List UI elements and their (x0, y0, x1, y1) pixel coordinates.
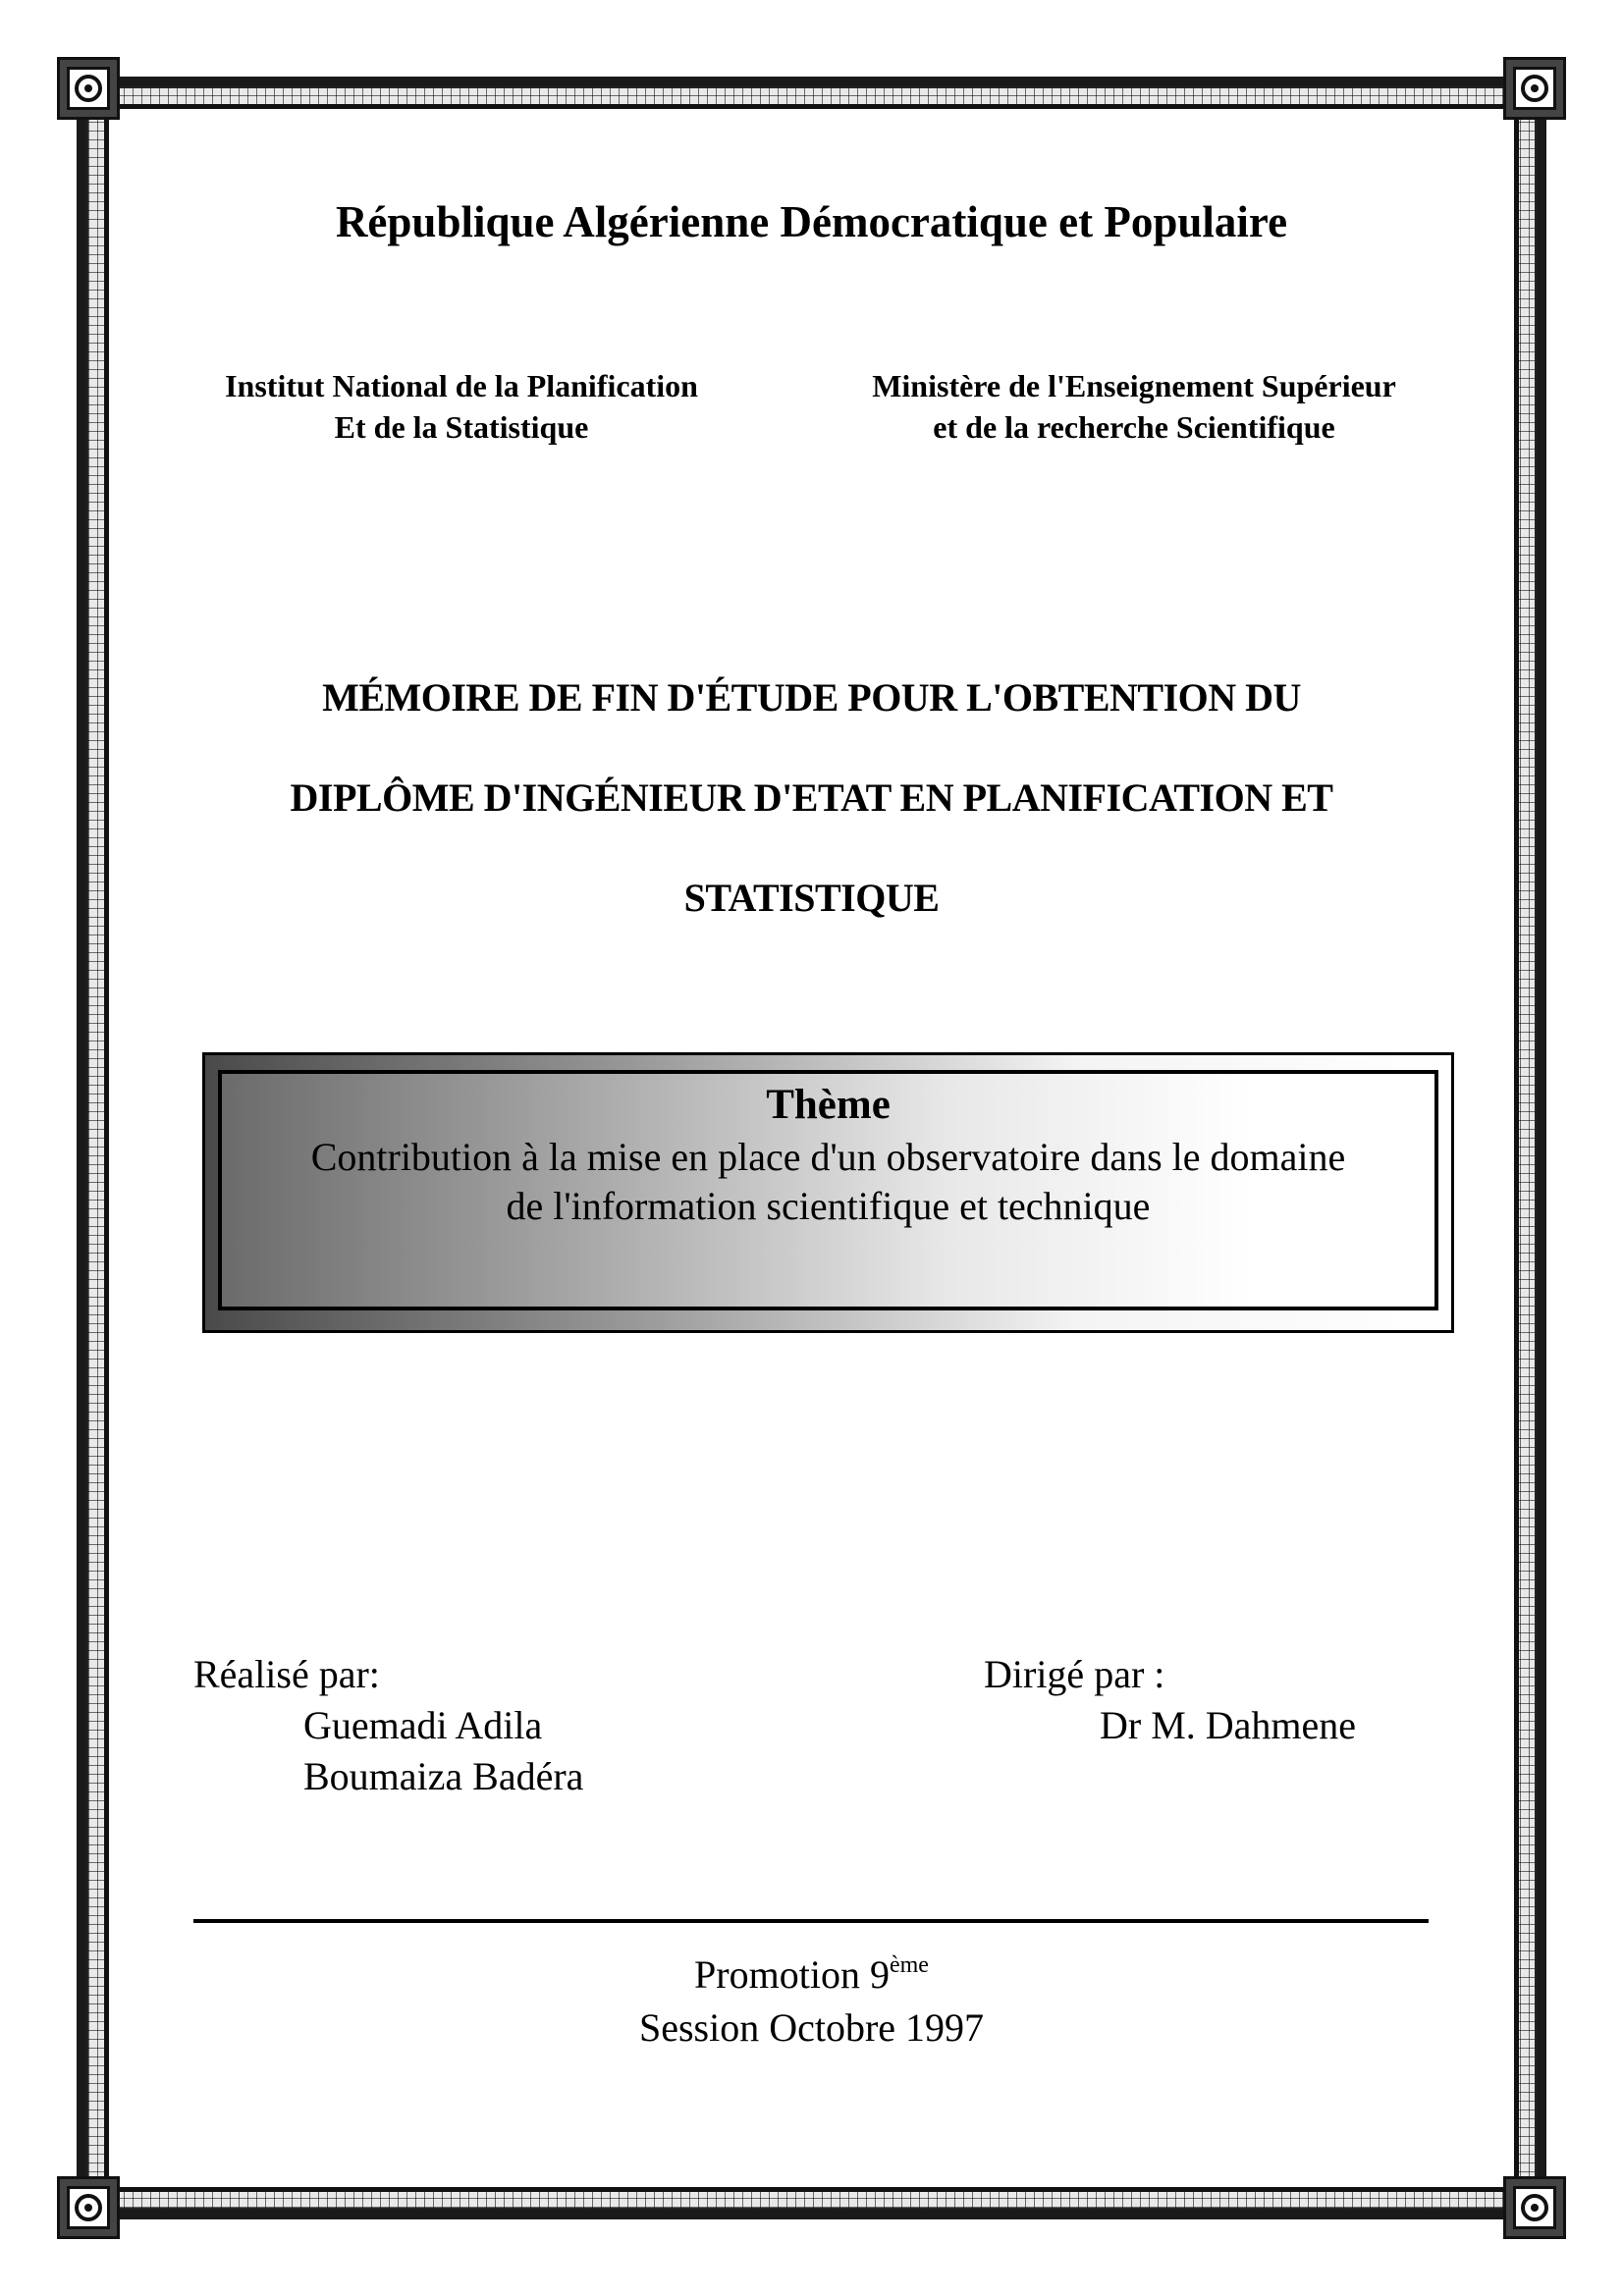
author-name-1: Guemadi Adila (303, 1703, 543, 1747)
authors-block (193, 1649, 583, 1802)
supervisor-name: Dr M. Dahmene (1100, 1703, 1357, 1747)
memoire-title-line-2: DIPLÔME D'INGÉNIEUR D'ETAT EN PLANIFICATION ET (290, 775, 1333, 820)
author-name-2: Boumaiza Badéra (303, 1754, 584, 1798)
corner-ornament-top-left (57, 57, 120, 120)
theme-box-text (218, 1078, 1438, 1231)
corner-ornament-bottom-right (1503, 2176, 1566, 2239)
supervisor-label: Dirigé par : (984, 1652, 1165, 1696)
corner-ornament-bottom-left (57, 2176, 120, 2239)
memoire-title-line-3: STATISTIQUE (683, 876, 940, 920)
authors-label: Réalisé par: (193, 1652, 380, 1696)
footer-divider (193, 1919, 1429, 1923)
session-line: Session Octobre 1997 (638, 2005, 985, 2050)
theme-label: Thème (766, 1082, 891, 1128)
theme-line-2: de l'information scientifique et technique (506, 1184, 1151, 1228)
institute-line-1: Institut National de la Planification (225, 368, 698, 403)
institute-block (187, 365, 736, 448)
supervisor-block (984, 1649, 1356, 1751)
theme-line-1: Contribution à la mise en place d'un observatoire dans le domaine (310, 1135, 1346, 1179)
republic-title: République Algérienne Démocratique et Populaire (335, 197, 1288, 246)
promotion-superscript: ème (889, 1952, 929, 1978)
promotion-line (0, 1949, 1623, 2002)
memoire-title-line-1: MÉMOIRE DE FIN D'ÉTUDE POUR L'OBTENTION DU (322, 675, 1301, 720)
memoire-title (118, 648, 1505, 948)
institute-line-2: Et de la Statistique (334, 409, 589, 445)
ministry-line-2: et de la recherche Scientifique (933, 409, 1335, 445)
promotion-text: Promotion 9 (694, 1952, 890, 1997)
ministry-line-1: Ministère de l'Enseignement Supérieur (872, 368, 1396, 403)
ministry-block (835, 365, 1434, 448)
corner-ornament-top-right (1503, 57, 1566, 120)
footer-block (0, 1949, 1623, 2055)
